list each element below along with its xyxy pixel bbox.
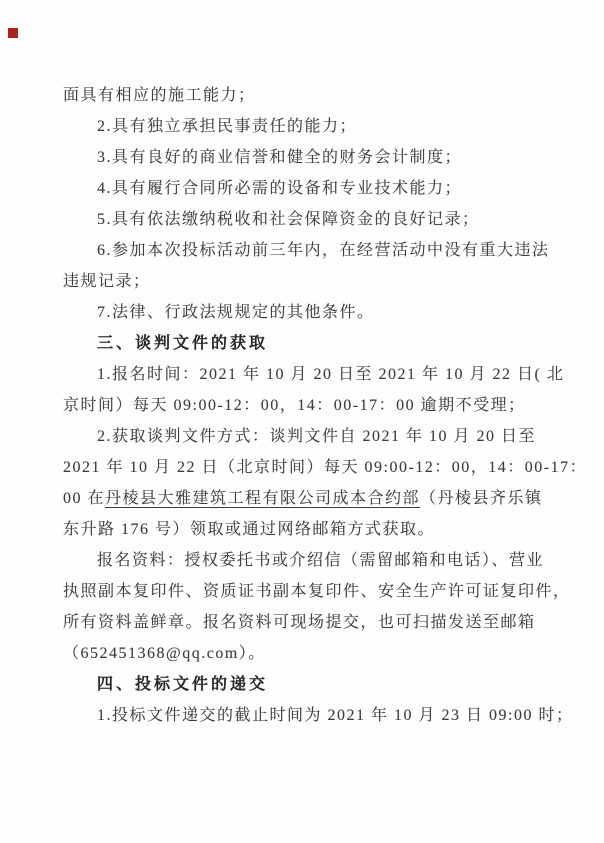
condition-item-6-line-1: 6.参加本次投标活动前三年内，在经营活动中没有重大违法 (97, 242, 550, 259)
section-heading-4: 四、投标文件的递交 (97, 676, 269, 693)
obtain-method-line-3-prefix: 00 在 (63, 490, 106, 507)
obtain-method-line-4: 东升路 176 号）领取或通过网络邮箱方式获取。 (63, 521, 436, 538)
red-scan-mark (8, 28, 18, 38)
obtain-method-line-1: 2.获取谈判文件方式：谈判文件自 2021 年 10 月 20 日至 (97, 428, 537, 445)
signup-time-line-1: 1.报名时间：2021 年 10 月 20 日至 2021 年 10 月 22 日( 北 (97, 366, 565, 383)
signup-materials-line-3: 所有资料盖鲜章。报名资料可现场提交，也可扫描发送至邮箱 (63, 614, 536, 631)
obtain-method-line-3-suffix: （丹棱县齐乐镇 (420, 490, 543, 507)
condition-item-6-line-2: 违规记录； (63, 273, 151, 290)
obtain-method-line-2: 2021 年 10 月 22 日（北京时间）每天 09:00-12：00，14：00-17： (63, 459, 588, 476)
submission-deadline-line: 1.投标文件递交的截止时间为 2021 年 10 月 23 日 09:00 时； (97, 707, 574, 724)
condition-item-7: 7.法律、行政法规规定的其他条件。 (97, 304, 375, 321)
obtain-method-line-3 (63, 483, 545, 514)
signup-materials-line-2: 执照副本复印件、资质证书副本复印件、安全生产许可证复印件， (63, 583, 571, 600)
company-name-underlined: 丹棱县大雅建筑工程有限公司成本合约部 (105, 490, 421, 507)
condition-item-5: 5.具有依法缴纳税收和社会保障资金的良好记录； (97, 211, 480, 228)
section-heading-3: 三、谈判文件的获取 (97, 335, 269, 352)
condition-item-3: 3.具有良好的商业信誉和健全的财务会计制度； (97, 149, 463, 166)
signup-materials-line-1: 报名资料：授权委托书或介绍信（需留邮箱和电话）、营业 (97, 552, 545, 569)
document-body (63, 80, 588, 731)
continuation-line: 面具有相应的施工能力； (63, 87, 256, 104)
signup-materials-line-4-email: （652451368@qq.com）。 (63, 645, 266, 662)
condition-item-4: 4.具有履行合同所必需的设备和专业技术能力； (97, 180, 463, 197)
signup-time-line-2: 京时间）每天 09:00-12：00，14：00-17：00 逾期不受理； (63, 397, 526, 414)
condition-item-2: 2.具有独立承担民事责任的能力； (97, 118, 358, 135)
